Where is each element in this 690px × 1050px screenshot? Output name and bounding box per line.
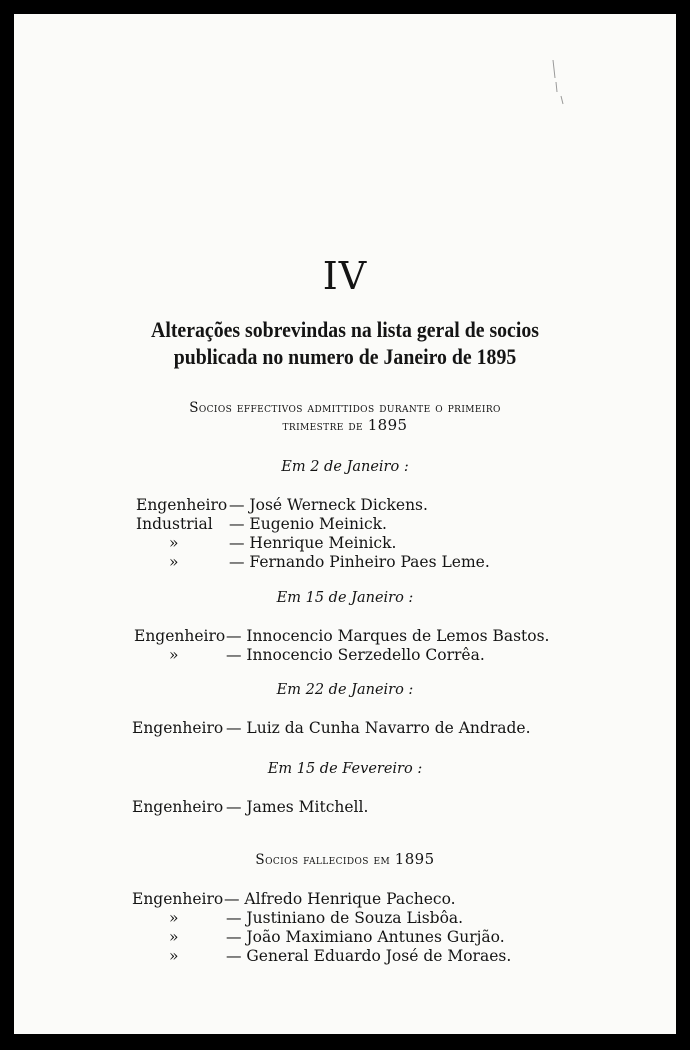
heading-line-1: Alterações sobrevindas na lista geral de socios	[151, 317, 539, 342]
section-number: IV	[322, 254, 368, 298]
admitted-title-line-2: trimestre de 1895	[282, 416, 408, 434]
heading-line-2: publicada no numero de Janeiro de 1895	[173, 344, 517, 369]
member-title: »	[169, 646, 179, 664]
member-name: — General Eduardo José de Moraes.	[226, 947, 512, 965]
list-item	[14, 534, 676, 553]
member-name: — Alfredo Henrique Pacheco.	[224, 890, 456, 908]
list-item	[14, 947, 676, 966]
member-title: Engenheiro	[134, 627, 226, 645]
member-name: — Henrique Meinick.	[229, 534, 397, 552]
admitted-title-line-1: Socios effectivos admittidos durante o primeiro	[189, 400, 501, 416]
member-list	[14, 627, 676, 665]
list-item	[14, 909, 676, 928]
date-heading: Em 15 de Fevereiro :	[267, 761, 423, 777]
date-heading: Em 2 de Janeiro :	[281, 459, 409, 475]
date-heading: Em 15 de Janeiro :	[276, 590, 414, 606]
member-title: Engenheiro	[132, 798, 224, 816]
member-title: Industrial	[136, 515, 213, 533]
member-title: »	[169, 928, 179, 946]
member-list	[14, 719, 676, 738]
member-list	[14, 798, 676, 817]
member-title: »	[169, 947, 179, 965]
member-title: »	[169, 553, 179, 571]
member-title: Engenheiro	[132, 890, 224, 908]
list-item	[14, 515, 676, 534]
member-title: Engenheiro	[136, 496, 228, 514]
list-item	[14, 553, 676, 572]
member-title: »	[169, 909, 179, 927]
member-name: — João Maximiano Antunes Gurjão.	[226, 928, 505, 946]
member-name: — Luiz da Cunha Navarro de Andrade.	[226, 719, 531, 737]
member-name: — Fernando Pinheiro Paes Leme.	[229, 553, 490, 571]
deceased-title: Socios fallecidos em 1895	[255, 850, 435, 868]
list-item	[14, 928, 676, 947]
list-item	[14, 719, 676, 738]
member-list	[14, 890, 676, 966]
member-name: — Innocencio Marques de Lemos Bastos.	[226, 627, 550, 645]
member-name: — José Werneck Dickens.	[229, 496, 428, 514]
list-item	[14, 798, 676, 817]
list-item	[14, 496, 676, 515]
list-item	[14, 646, 676, 665]
date-heading: Em 22 de Janeiro :	[276, 682, 414, 698]
member-title: »	[169, 534, 179, 552]
member-name: — James Mitchell.	[226, 798, 369, 816]
member-title: Engenheiro	[132, 719, 224, 737]
list-item	[14, 627, 676, 646]
page-heading	[47, 316, 643, 370]
member-name: — Justiniano de Souza Lisbôa.	[226, 909, 464, 927]
document-page	[14, 14, 676, 1034]
member-name: — Eugenio Meinick.	[229, 515, 387, 533]
scan-mark	[549, 58, 569, 108]
member-list	[14, 496, 676, 572]
list-item	[14, 890, 676, 909]
member-name: — Innocencio Serzedello Corrêa.	[226, 646, 485, 664]
admitted-title	[14, 400, 676, 434]
